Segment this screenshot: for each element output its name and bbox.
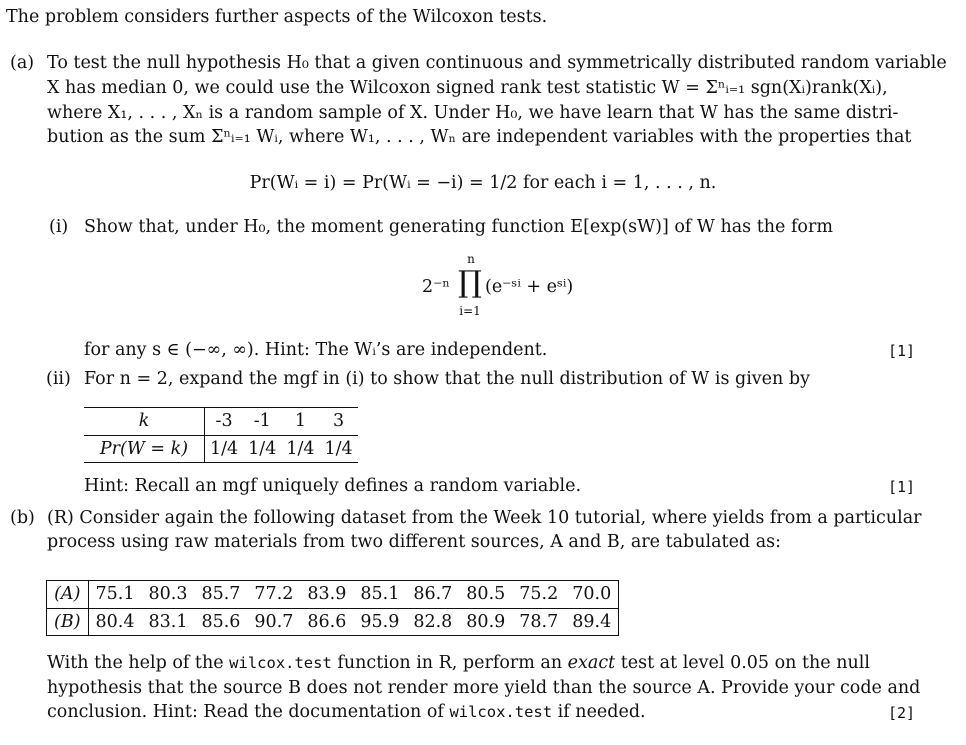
distribution-table — [84, 407, 358, 463]
yield-cell: 95.9 — [360, 611, 400, 632]
part-a-line2: X has median 0, we could use the Wilcoxon signed rank test statistic W = Σⁿᵢ₌₁ sgn(Xᵢ)rank(Xᵢ), — [47, 78, 888, 98]
para3-a: conclusion. Hint: Read the documentation of — [47, 702, 450, 722]
code-wilcox-test: wilcox.test — [449, 703, 553, 721]
part-b-para3 — [47, 700, 646, 725]
formula-body: (e⁻ˢⁱ + eˢⁱ) — [485, 277, 574, 297]
formula-prefix: 2⁻ⁿ — [422, 277, 450, 297]
part-ii-text: For n = 2, expand the mgf in (i) to show that the null distribution of W is given by — [84, 369, 810, 389]
yield-cell: 85.6 — [201, 611, 241, 632]
para1-c: test at level 0.05 on the null — [615, 653, 870, 673]
yield-cell: 75.1 — [95, 584, 135, 604]
exact-word: exact — [567, 653, 616, 673]
formula-bottom: i=1 — [459, 304, 481, 318]
table-cell: 1/4 — [248, 438, 277, 459]
part-i-after: for any s ∈ (−∞, ∞). Hint: The Wᵢ’s are independent. — [84, 340, 548, 360]
yield-cell: 80.9 — [466, 611, 506, 632]
part-b-line2: process using raw materials from two different sources, A and B, are tabulated as: — [47, 532, 782, 552]
yield-cell: 90.7 — [254, 611, 294, 632]
yield-cell: 82.8 — [413, 611, 453, 632]
marks-ii: [1] — [888, 478, 916, 496]
part-b-line1: (R) Consider again the following dataset from the Week 10 tutorial, where yields from a particular — [47, 508, 922, 528]
table-header-cell: -1 — [253, 411, 271, 431]
part-i-text: Show that, under H₀, the moment generating function E[exp(sW)] of W has the form — [84, 217, 833, 237]
yield-cell: 80.3 — [148, 584, 188, 604]
yield-cell: 70.0 — [572, 584, 612, 604]
marks-b: [2] — [888, 704, 916, 722]
para1-a: With the help of the — [47, 653, 230, 673]
part-a-line1: To test the null hypothesis H₀ that a given continuous and symmetrically distributed random variable — [47, 53, 947, 73]
yield-cell: 85.7 — [201, 584, 241, 604]
table-cell: 1/4 — [286, 438, 315, 459]
table-header-cell: 1 — [294, 411, 306, 431]
table-header-cell: 3 — [333, 411, 345, 431]
yield-cell: 89.4 — [572, 611, 612, 632]
yield-cell: 83.9 — [307, 584, 347, 604]
table-cell: 1/4 — [210, 438, 239, 459]
yield-cell: 80.5 — [466, 584, 506, 604]
table-row-label: Pr(W = k) — [84, 435, 205, 463]
part-a-label: (a) — [10, 53, 35, 73]
yield-table — [46, 580, 619, 636]
part-b-para2: hypothesis that the source B does not render more yield than the source A. Provide your code and — [47, 678, 921, 698]
yield-cell: 83.1 — [148, 611, 188, 632]
intro-text: The problem considers further aspects of the Wilcoxon tests. — [6, 7, 548, 27]
yield-cell: 78.7 — [519, 611, 559, 632]
part-i-label: (i) — [49, 217, 69, 237]
probability-equation: Pr(Wᵢ = i) = Pr(Wᵢ = −i) = 1/2 for each i = 1, . . . , n. — [249, 173, 717, 193]
part-b-para1 — [47, 651, 870, 676]
code-wilcox-test: wilcox.test — [229, 654, 332, 672]
part-a-line3: where X₁, . . . , Xₙ is a random sample of X. Under H₀, we have learn that W has the same distri- — [47, 103, 899, 123]
yield-cell: 80.4 — [95, 611, 135, 632]
marks-i: [1] — [888, 342, 916, 360]
part-a-line4: bution as the sum Σⁿᵢ₌₁ Wᵢ, where W₁, . . . , Wₙ are independent variables with the properties that — [47, 127, 912, 147]
formula-top: n — [467, 252, 475, 266]
part-ii-hint: Hint: Recall an mgf uniquely defines a random variable. — [84, 476, 582, 496]
yield-cell: 86.7 — [413, 584, 453, 604]
yield-cell: 85.1 — [360, 584, 400, 604]
mgf-formula — [418, 250, 598, 325]
yield-cell: 75.2 — [519, 584, 559, 604]
table-header-k: k — [84, 408, 205, 436]
row-b-label: (B) — [47, 608, 89, 636]
part-b-label: (b) — [10, 508, 35, 528]
table-header-cell: -3 — [215, 411, 233, 431]
part-ii-label: (ii) — [46, 369, 71, 389]
table-cell: 1/4 — [324, 438, 353, 459]
row-a-label: (A) — [47, 581, 89, 609]
yield-cell: 86.6 — [307, 611, 347, 632]
para3-b: if needed. — [552, 702, 646, 722]
product-symbol: ∏ — [458, 265, 482, 300]
yield-cell: 77.2 — [254, 584, 294, 604]
para1-b: function in R, perform an — [331, 653, 568, 673]
